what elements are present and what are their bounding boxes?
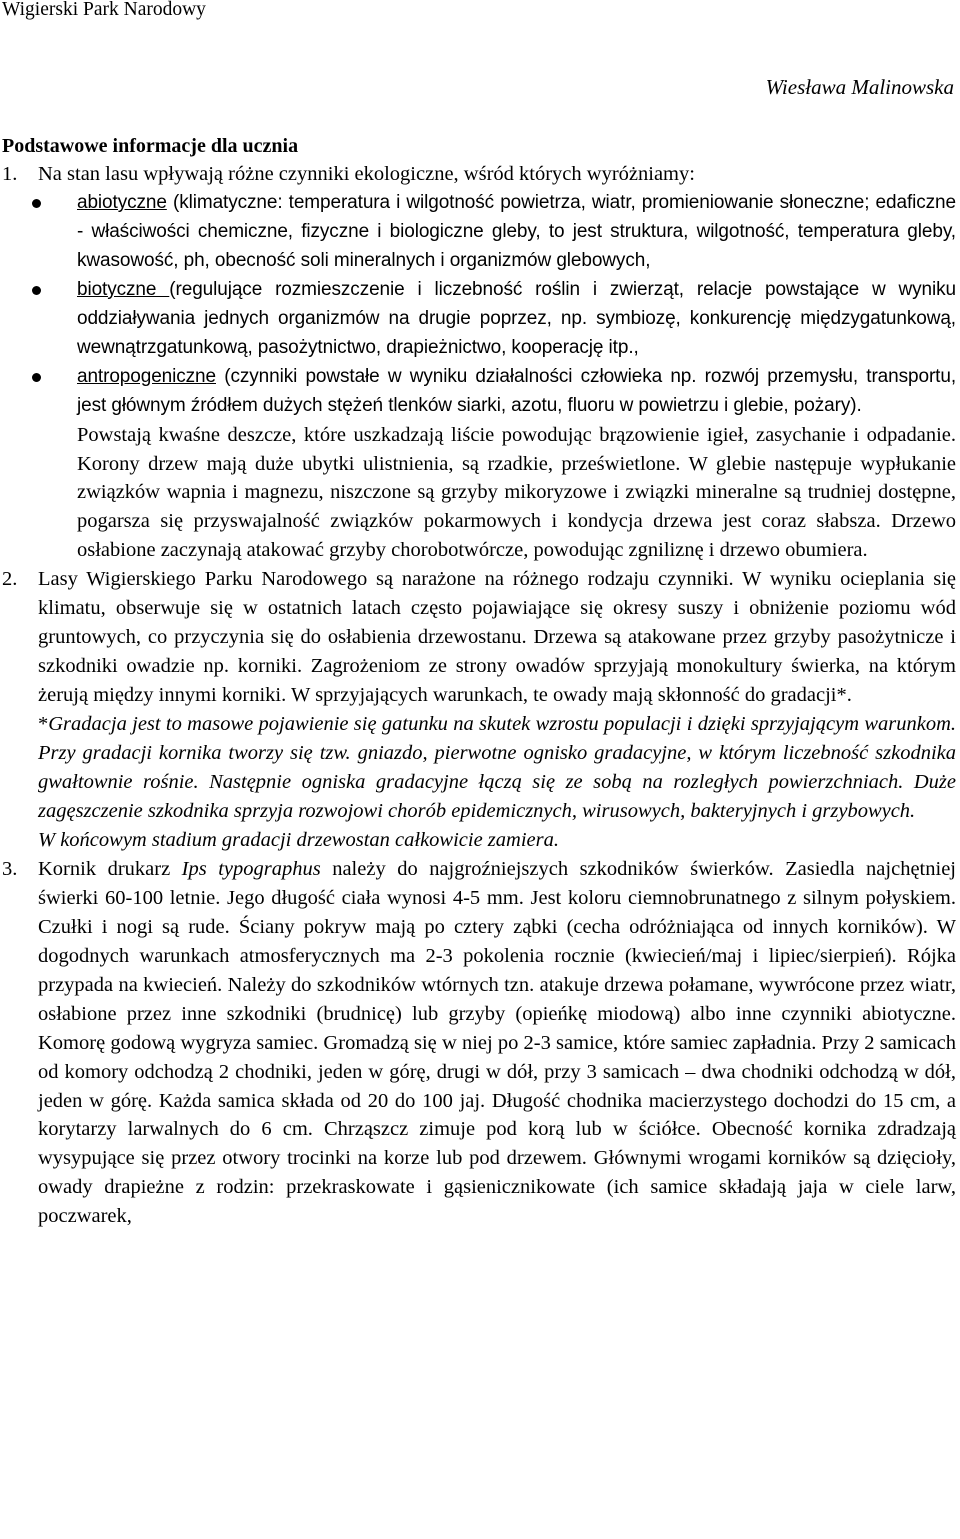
term-anthropogenic: antropogeniczne xyxy=(77,365,216,387)
note-text: Gradacja jest to masowe pojawienie się gatunku na skutek wzrostu populacji i dzięki sprzyjającym warunkom. Przy gradacji kornika tworzy się tzw. gniazdo, pierwotne ognisko gradacyjne, w którym liczebność szkodnika gwałtownie rośnie. Następnie ogniska gradacyjne łączą się ze sobą na rozległych powierzchniach. Duże zagęszczenie szkodnika sprzyja rozwojowi chorób epidemicznych, wirusowych, bakteryjnych i grzybowych. xyxy=(38,713,956,822)
list-item-2 xyxy=(2,565,956,710)
paragraph-acid-rain: Powstają kwaśne deszcze, które uszkadzają liście powodując brązowienie igieł, zasychanie i odpadanie. Korony drzew mają duże ubytki ulistnienia, są rzadkie, prześwietlone. W glebie następuje wypłukanie związków wapnia i magnezu, niszczone są grzyby mikoryzowe i związki mineralne są trudniej dostępne, pogarsza się przyswajalność związków pokarmowych i kondycja drzewa jest coraz słabsza. Drzewo osłabione zaczynają atakować grzyby chorobotwórcze, powodując zgniliznę i drzewo obumiera. xyxy=(77,423,956,562)
note-asterisk: * xyxy=(38,713,49,736)
item-number: 1. xyxy=(2,163,18,185)
bullet-icon xyxy=(32,286,41,295)
list-item-1 xyxy=(2,160,956,189)
bullet-text: (klimatyczne: temperatura i wilgotność powietrza, wiatr, promieniowanie słoneczne; edaficzne - właściwości chemiczne, fizyczne i biologiczne gleby, to jest struktura, wilgotność, temperatura gleby, kwasowość, ph, obecność soli mineralnych i organizmów glebowych, xyxy=(77,191,956,271)
gradation-note xyxy=(2,710,956,826)
item-number: 2. xyxy=(2,568,18,591)
species-name: Ips typographus xyxy=(181,857,321,880)
term-abiotic: abiotyczne xyxy=(77,191,167,213)
bullet-item-abiotic xyxy=(2,189,956,276)
item-number: 3. xyxy=(2,857,18,880)
document-header-title: Wigierski Park Narodowy xyxy=(2,0,206,20)
bullet-text: (regulujące rozmieszczenie i liczebność roślin i zwierząt, relacje powstające w wyniku oddziaływania jednych organizmów na drugie poprzez, np. symbiozę, konkurencję międzygatunkową, wewnątrzgatunkową, pasożytnictwo, drapieżnictwo, kooperację itp., xyxy=(77,278,956,358)
list-item-3 xyxy=(2,855,956,1231)
bullet-icon xyxy=(32,373,41,382)
author-name: Wiesława Malinowska xyxy=(765,75,954,99)
bullet-icon xyxy=(32,199,41,208)
bullet-text: (czynniki powstałe w wyniku działalności człowieka np. rozwój przemysłu, transportu, jest głównym źródłem dużych stężeń tlenków siarki, azotu, fluoru w powietrzu i glebie, pożary). xyxy=(77,365,956,416)
item-text-rest: należy do najgroźniejszych szkodników świerków. Zasiedla najchętniej świerki 60-100 letnie. Jego długość ciała wynosi 4-5 mm. Jest koloru ciemnobrunatnego z silnym połyskiem. Czułki i nogi są rude. Ściany pokryw mają po cztery ząbki (cecha odróżniająca od innych korników). W dogodnych warunkach atmosferycznych ma 2-3 pokolenia rocznie (kwiecień/maj i lipiec/sierpień). Rójka przypada na kwiecień. Należy do szkodników wtórnych tzn. atakuje drzewa połamane, wywrócone przez wiatr, osłabione przez inne szkodniki (brudnicę) lub grzyby (opieńkę miodową) albo inne czynniki abiotyczne. Komorę godową wygryza samiec. Gromadzą się w niej po 2-3 samice, które samiec zapładnia. Przy 2 samicach od komory odchodzą 2 chodniki, jeden w górę, drugi w dół, przy 3 samicach – dwa chodniki odchodzą w dół, jeden w górę. Każda samica składa od 20 do 100 jaj. Długość chodnika macierzystego dochodzi do 15 cm, a korytarzy larwalnych do 6 cm. Chrząszcz zimuje pod korą lub w ściółce. Obecność kornika zdradzają wysypujące się przez otwory trocinki na korze lub pod drzewem. Głównymi wrogami korników są dzięcioły, owady drapieżne z rodzin: przekraskowate i gąsienicznikowate (ich samice składają jaja w ciele larw, poczwarek, xyxy=(38,857,956,1228)
document-body xyxy=(2,160,956,1231)
item-text: Na stan lasu wpływają różne czynniki ekologiczne, wśród których wyróżniamy: xyxy=(38,163,695,185)
term-biotic: biotyczne xyxy=(77,278,170,300)
section-heading: Podstawowe informacje dla ucznia xyxy=(2,135,299,157)
bullet-item-anthropogenic xyxy=(2,363,956,421)
item-text-start: Kornik drukarz xyxy=(38,857,182,880)
gradation-note-ending: W końcowym stadium gradacji drzewostan całkowicie zamiera. xyxy=(38,828,559,851)
item-text: Lasy Wigierskiego Parku Narodowego są narażone na różnego rodzaju czynniki. W wyniku ocieplania się klimatu, obserwuje się w ostatnich latach często pojawiające się okresy suszy i obniżenie poziomu wód gruntowych, co przyczynia się do osłabienia drzewostanu. Drzewa są atakowane przez grzyby pasożytnicze i szkodniki owadzie np. korniki. Zagrożeniom ze strony owadów sprzyjają monokultury świerka, na którym żerują między innymi korniki. W sprzyjających warunkach, te owady mają skłonność do gradacji*. xyxy=(38,568,956,707)
bullet-item-biotic xyxy=(2,276,956,363)
